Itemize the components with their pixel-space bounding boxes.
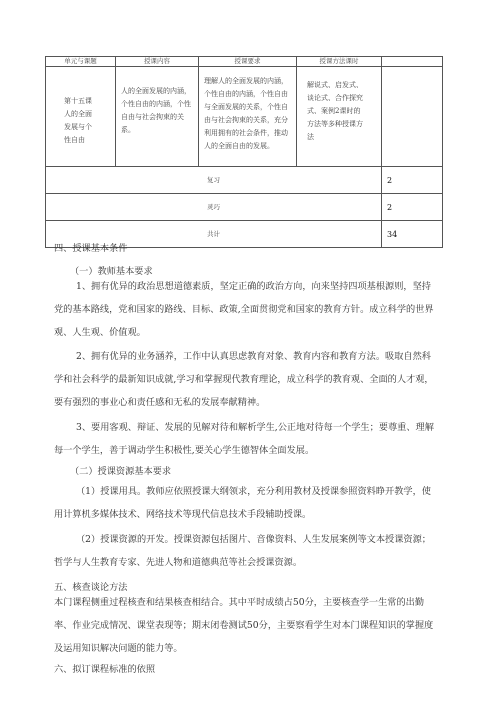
paragraph: （1）授课用具。教师应依照授课大纲领求，充分利用教材及授课参照资料睁开教学，使用计算机多媒体技术、网络技术等现代信息技术手段辅助授课。 [54,486,431,520]
summary-row [46,194,443,221]
table-header-row [46,57,443,67]
paragraph: 1、拥有优异的政治思想道德素质，坚定正确的政治方向，向来坚持四项基根源则，坚持党的基本路线，党和国家的路线、目标、政策,全面贯彻党和国家的教育方针。成立科学的世界观、人生观、价值观。 [54,281,434,338]
teacher-req-subtitle: （一）教师基本要求 [70,266,153,277]
section4-title: 四、授课基本条件 [54,243,128,254]
summary-row [46,167,443,194]
content-cell: 人的全面发展的内涵，个性自由的内涵，个性自由与社会拘束的关系。 [121,87,191,134]
header-cell: 授课方法课时 [297,57,382,67]
unit-cell: 第十五课人的全面发展与个性自由 [64,97,92,144]
summary-label: 复习 [46,167,382,194]
header-cell: 单元与课题 [46,57,116,67]
section6-title: 六、拟订课程标准的依照 [54,664,156,675]
paragraph: 2、拥有优异的业务涵养，工作中认真思虑教育对象、教育内容和教育方法。吸取自然科学和社会科学的最新知识成就,学习和掌握现代教育理论，成立科学的教育观、全面的人才观，要有强烈的事业心和责任感和无私的发展奉献精神。 [54,351,434,408]
summary-hours: 34 [382,221,443,248]
summary-label: 灵巧 [46,194,382,221]
requirement-cell: 理解人的全面发展的内涵，个性自由的内涵，个性自由与全面发展的关系，个性自由与社会拘束的关系，充分利用拥有的社会条件，推动人的全面自由的发展。 [204,77,288,150]
course-table [45,56,443,248]
summary-hours: 2 [382,167,443,194]
paragraph: 本门课程侧重过程核查和结果核查相结合。其中平时成绩占50分，主要核查学一生常的出勤率、作业完成情况、课堂表现等；期末闭卷测试50分，主要察看学生对本门课程知识的掌握度及运用知识解决问题的能力等。 [54,597,434,654]
summary-label: 共计 [46,221,382,248]
header-cell [382,57,443,67]
paragraph: 3、要用客观、辩证、发展的见解对待和解析学生,公正地对待每一个学生；要尊重、理解每一个学生，善于调动学生积极性,要关心学生德智体全面发展。 [54,422,434,456]
method-cell: 解说式、启发式、谈论式、合作探究式、案例2课时的方法等多种授课方法 [307,81,363,141]
summary-hours: 2 [382,194,443,221]
paragraph: （2）授课资源的开发。授课资源包括图片、音像资料、人生发展案例等文本授课资源；哲学与人生教育专家、先进人物和道德典范等社会授课资源。 [54,534,431,568]
resource-req-subtitle: （二）授课资源基本要求 [70,466,172,477]
empty-cell [382,67,443,167]
section5-title: 五、核查谈论方法 [54,582,128,593]
table-row [46,67,443,167]
header-cell: 授课内容 [116,57,199,67]
header-cell: 授课要求 [199,57,297,67]
